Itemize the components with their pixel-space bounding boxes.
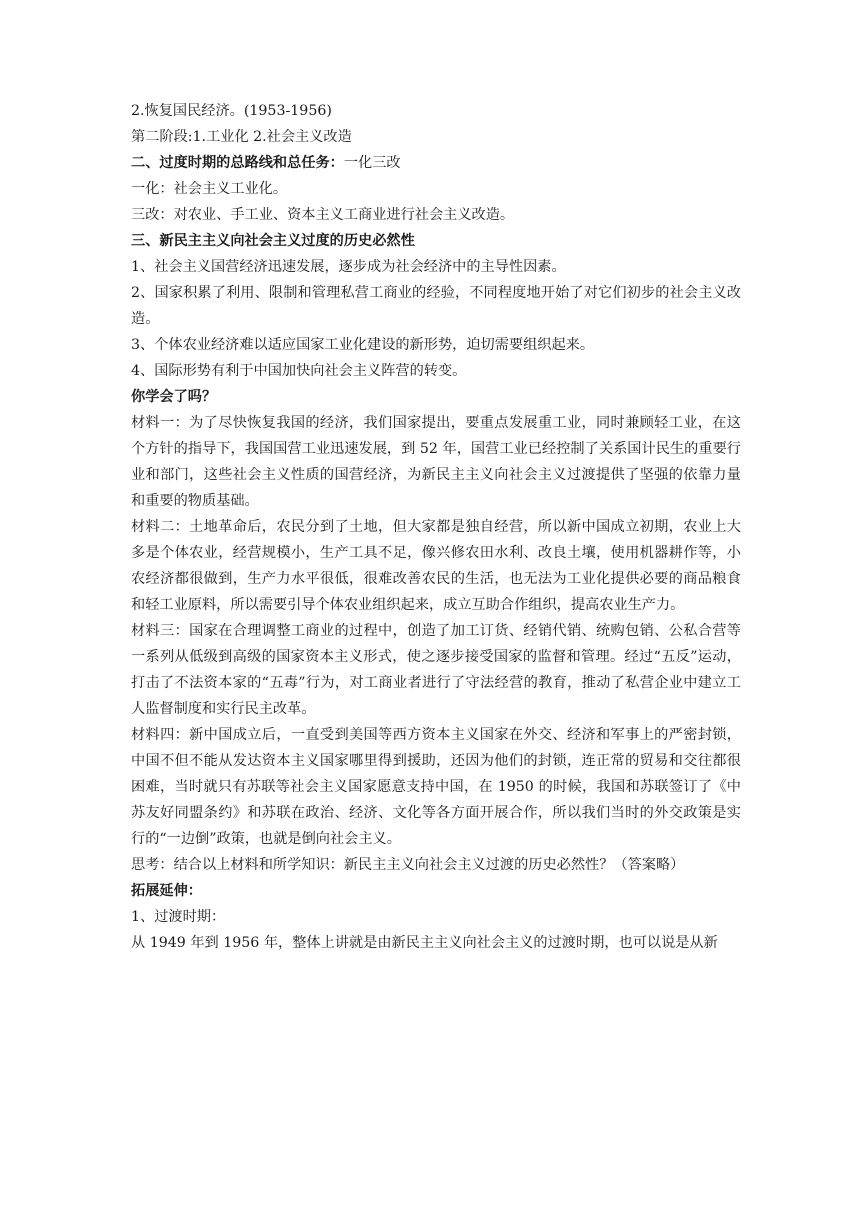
necessity-point-4: 4、国际形势有利于中国加快向社会主义阵营的转变。 [131, 363, 467, 379]
think-question: 思考：结合以上材料和所学知识：新民主主义向社会主义过渡的历史必然性？（答案略） [131, 857, 685, 873]
material-4: 材料四：新中国成立后，一直受到美国等西方资本主义国家在外交、经济和军事上的严密封锁，中国不但不能从发达资本主义国家哪里得到援助，还因为他们的封锁，连正常的贸易和交往都很困难，当时就只有苏联等社会主义国家愿意支持中国，在 1950 的时候，我国和苏联签订了《中苏友好同盟条约》和苏联在政治、经济、文化等各方面开展合作，所以我们当时的外交政策是实行的“一边倒”政策，也就是倒向社会主义。 [131, 727, 741, 847]
section-heading-rest: 一化三改 [343, 155, 401, 171]
section-heading-quiz: 你学会了吗？ [131, 389, 217, 405]
necessity-point-2: 2、国家积累了利用、限制和管理私营工商业的经验，不同程度地开始了对它们初步的社会主义改造。 [131, 285, 741, 327]
one-transformation-line: 一化：社会主义工业化。 [131, 181, 288, 197]
extension-text: 从 1949 年到 1956 年，整体上讲就是由新民主主义向社会主义的过渡时期，也可以说是从新 [131, 935, 718, 951]
material-1: 材料一：为了尽快恢复我国的经济，我们国家提出，要重点发展重工业，同时兼顾轻工业，在这个方针的指导下，我国国营工业迅速发展，到 52 年，国营工业已经控制了关系国计民生的重要行业和部门，这些社会主义性质的国营经济，为新民主主义向社会主义过渡提供了坚强的依靠力量和重要的物质基础。 [131, 415, 741, 509]
material-3: 材料三：国家在合理调整工商业的过程中，创造了加工订货、经销代销、统购包销、公私合营等一系列从低级到高级的国家资本主义形式，使之逐步接受国家的监督和管理。经过“五反”运动，打击了不法资本家的“五毒”行为，对工商业者进行了守法经营的教育，推动了私营企业中建立工人监督制度和实行民主改革。 [131, 623, 741, 717]
second-stage-line: 第二阶段:1.工业化 2.社会主义改造 [131, 129, 352, 145]
three-transformations-line: 三改：对农业、手工业、资本主义工商业进行社会主义改造。 [131, 207, 515, 223]
section-heading-extension: 拓展延伸： [131, 883, 202, 899]
document-body [131, 98, 741, 956]
necessity-point-3: 3、个体农业经济难以适应国家工业化建设的新形势，迫切需要组织起来。 [131, 337, 595, 353]
extension-item-1: 1、过渡时期： [131, 909, 226, 925]
stage-item-restore-economy: 2.恢复国民经济。(1953-1956) [131, 103, 332, 119]
section-heading-necessity: 三、新民主主义向社会主义过度的历史必然性 [131, 233, 415, 249]
necessity-point-1: 1、社会主义国营经济迅速发展，逐步成为社会经济中的主导性因素。 [131, 259, 566, 275]
section-heading-general-line [131, 150, 741, 176]
material-2: 材料二：土地革命后，农民分到了土地，但大家都是独自经营，所以新中国成立初期，农业上大多是个体农业，经营规模小，生产工具不足，像兴修农田水利、改良土壤，使用机器耕作等，小农经济都很做到，生产力水平很低，很难改善农民的生活，也无法为工业化提供必要的商品粮食和轻工业原料，所以需要引导个体农业组织起来，成立互助合作组织，提高农业生产力。 [131, 519, 741, 613]
section-heading-bold: 二、过度时期的总路线和总任务： [131, 155, 344, 171]
